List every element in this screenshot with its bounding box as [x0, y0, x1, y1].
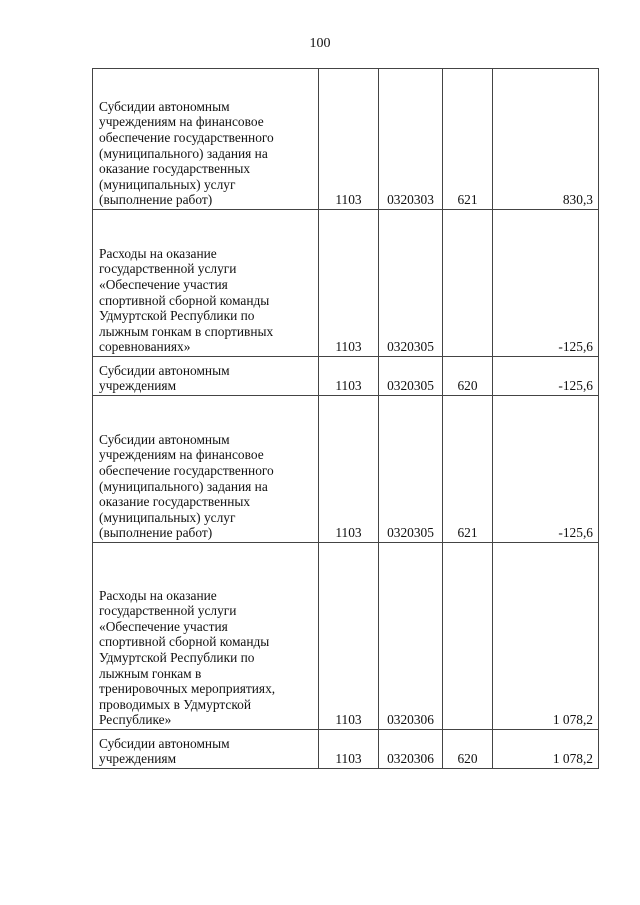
target-code-cell: 0320306	[379, 730, 443, 769]
name-line: (выполнение работ)	[99, 525, 213, 541]
name-line: Субсидии автономным	[99, 431, 230, 447]
name-line: Республике»	[99, 712, 172, 728]
name-line: (муниципальных) услуг	[99, 509, 236, 525]
sum-cell: -125,6	[493, 396, 599, 543]
target-code-cell: 0320305	[379, 357, 443, 396]
expense-type-cell	[443, 543, 493, 730]
sum-cell: 1 078,2	[493, 543, 599, 730]
table-row	[93, 69, 599, 210]
name-line: (выполнение работ)	[99, 192, 213, 208]
name-line: соревнованиях»	[99, 339, 191, 355]
name-line: учреждениям на финансовое	[99, 114, 264, 130]
name-line: учреждениям на финансовое	[99, 447, 264, 463]
table-row	[93, 357, 599, 396]
name-line: оказание государственных	[99, 161, 251, 177]
name-line: (муниципальных) услуг	[99, 176, 236, 192]
name-line: Субсидии автономным	[99, 362, 230, 378]
name-line: (муниципального) задания на	[99, 145, 268, 161]
expense-type-cell	[443, 210, 493, 357]
sum-cell: -125,6	[493, 210, 599, 357]
name-line: обеспечение государственного	[99, 130, 274, 146]
expense-type-cell: 621	[443, 69, 493, 210]
section-cell: 1103	[319, 730, 379, 769]
sum-cell: 830,3	[493, 69, 599, 210]
table-row	[93, 396, 599, 543]
name-line: обеспечение государственного	[99, 463, 274, 479]
sum-cell: -125,6	[493, 357, 599, 396]
name-line: государственной услуги	[99, 603, 237, 619]
expense-type-cell: 621	[443, 396, 493, 543]
name-line: Расходы на оказание	[99, 245, 217, 261]
section-cell: 1103	[319, 543, 379, 730]
name-line: учреждениям	[99, 751, 177, 767]
target-code-cell: 0320306	[379, 543, 443, 730]
target-code-cell: 0320305	[379, 210, 443, 357]
table-row	[93, 210, 599, 357]
expense-name-cell	[93, 730, 319, 769]
name-line: (муниципального) задания на	[99, 478, 268, 494]
name-line: тренировочных мероприятиях,	[99, 681, 276, 697]
expense-type-cell: 620	[443, 357, 493, 396]
section-cell: 1103	[319, 357, 379, 396]
expense-name-cell	[93, 543, 319, 730]
budget-table	[92, 68, 599, 769]
table-row	[93, 730, 599, 769]
sum-cell: 1 078,2	[493, 730, 599, 769]
name-line: «Обеспечение участия	[99, 618, 228, 634]
name-line: проводимых в Удмуртской	[99, 696, 252, 712]
section-cell: 1103	[319, 396, 379, 543]
expense-name-cell	[93, 396, 319, 543]
section-cell: 1103	[319, 210, 379, 357]
target-code-cell: 0320305	[379, 396, 443, 543]
name-line: Субсидии автономным	[99, 735, 230, 751]
name-line: спортивной сборной команды	[99, 292, 270, 308]
page-number: 100	[309, 36, 331, 51]
name-line: «Обеспечение участия	[99, 277, 228, 293]
name-line: Удмуртской Республики по	[99, 650, 255, 666]
name-line: Расходы на оказание	[99, 587, 217, 603]
name-line: лыжным гонкам в	[99, 665, 202, 681]
name-line: оказание государственных	[99, 494, 251, 510]
name-line: спортивной сборной команды	[99, 634, 270, 650]
name-line: Удмуртской Республики по	[99, 308, 255, 324]
name-line: Субсидии автономным	[99, 98, 230, 114]
expense-type-cell: 620	[443, 730, 493, 769]
table-row	[93, 543, 599, 730]
name-line: лыжным гонкам в спортивных	[99, 323, 274, 339]
section-cell: 1103	[319, 69, 379, 210]
expense-name-cell	[93, 210, 319, 357]
expense-name-cell	[93, 357, 319, 396]
name-line: учреждениям	[99, 378, 177, 394]
name-line: государственной услуги	[99, 261, 237, 277]
target-code-cell: 0320303	[379, 69, 443, 210]
expense-name-cell	[93, 69, 319, 210]
